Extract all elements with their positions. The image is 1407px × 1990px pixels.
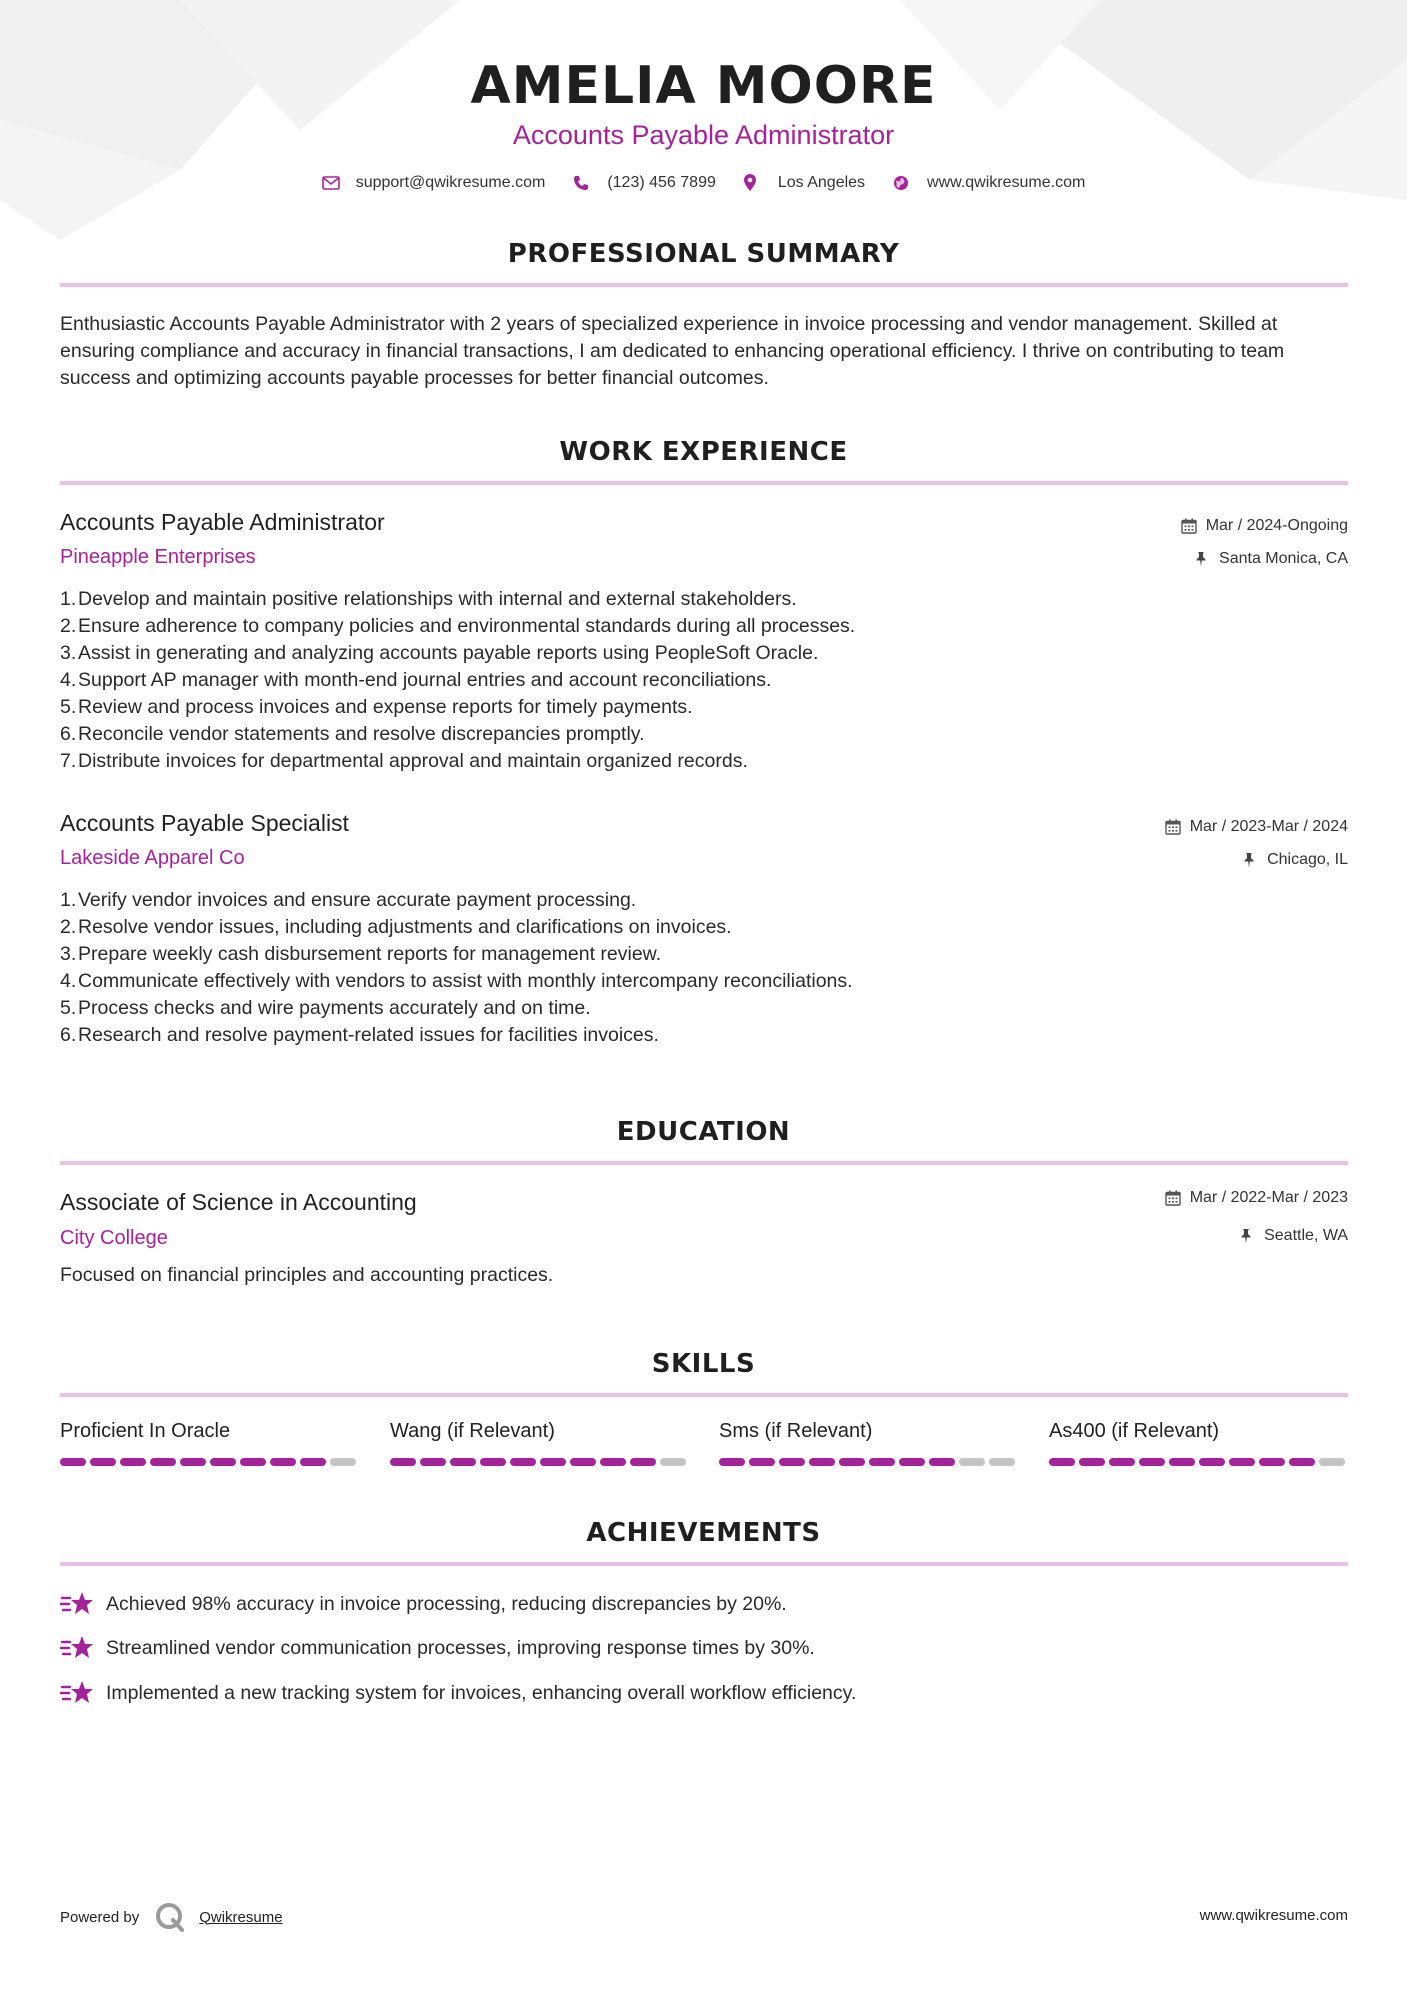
globe-icon — [893, 174, 911, 192]
skill-level-segment-filled — [600, 1458, 626, 1466]
skill-level-segment-filled — [240, 1458, 266, 1466]
skill-item — [390, 1420, 690, 1448]
list-item: 6. Research and resolve payment-related issues for facilities invoices. — [60, 1024, 659, 1046]
skill-name: Proficient In Oracle — [60, 1420, 231, 1442]
list-item: 2. Ensure adherence to company policies and environmental standards during all processes. — [60, 615, 856, 637]
experience-heading: WORK EXPERIENCE — [559, 437, 848, 467]
contact-location-text: Los Angeles — [777, 174, 866, 191]
list-item: 5. Process checks and wire payments accurately and on time. — [60, 997, 591, 1019]
skill-level-segment-filled — [1049, 1458, 1075, 1466]
candidate-name: AMELIA MOORE — [470, 56, 937, 116]
skill-level-segment-filled — [1199, 1458, 1225, 1466]
skill-level-segment-filled — [300, 1458, 326, 1466]
qwikresume-logo-icon — [153, 1900, 187, 1934]
pushpin-icon — [1194, 551, 1210, 567]
achievement-text: Streamlined vendor communication processes, improving response times by 30%. — [106, 1636, 815, 1659]
list-item: 3. Assist in generating and analyzing accounts payable reports using PeopleSoft Oracle. — [60, 642, 819, 664]
skills-heading: SKILLS — [651, 1349, 756, 1379]
list-item: 1. Verify vendor invoices and ensure accurate payment processing. — [60, 889, 637, 911]
job-company: Lakeside Apparel Co — [60, 847, 245, 869]
job-responsibilities — [60, 887, 1260, 1049]
skill-level-segment-filled — [929, 1458, 955, 1466]
skill-level-segment-filled — [510, 1458, 536, 1466]
contact-phone[interactable] — [573, 174, 716, 192]
pushpin-icon — [1242, 852, 1258, 868]
skill-level-segment-filled — [869, 1458, 895, 1466]
skill-level-segment-filled — [210, 1458, 236, 1466]
job-location — [1194, 550, 1348, 568]
skill-level-segment-filled — [1229, 1458, 1255, 1466]
skill-level-segment-empty — [660, 1458, 686, 1466]
education-location-text: Seattle, WA — [1264, 1227, 1348, 1244]
job-location — [1242, 851, 1348, 869]
list-item: 4. Communicate effectively with vendors to assist with monthly intercompany reconciliations. — [60, 970, 853, 992]
candidate-role: Accounts Payable Administrator — [512, 120, 895, 150]
skill-level-segment-filled — [749, 1458, 775, 1466]
skill-level-segment-filled — [899, 1458, 925, 1466]
achievement-item — [60, 1633, 815, 1663]
contact-email-text: support@qwikresume.com — [355, 174, 546, 191]
education-dates-text: Mar / 2022-Mar / 2023 — [1189, 1189, 1348, 1206]
achievement-text: Achieved 98% accuracy in invoice processing, reducing discrepancies by 20%. — [106, 1592, 787, 1615]
achievements-heading: ACHIEVEMENTS — [586, 1518, 821, 1548]
skill-level-bar — [719, 1458, 1019, 1466]
powered-by-label: Powered by — [60, 1908, 140, 1926]
job-dates — [1165, 818, 1348, 836]
skill-level-segment-filled — [390, 1458, 416, 1466]
achievement-text: Implemented a new tracking system for invoices, enhancing overall workflow efficiency. — [106, 1681, 857, 1704]
skill-item — [60, 1420, 360, 1448]
achievement-item — [60, 1589, 787, 1619]
qwikresume-link[interactable]: Qwikresume — [199, 1908, 283, 1926]
skill-name: Wang (if Relevant) — [390, 1420, 555, 1442]
education-heading: EDUCATION — [616, 1117, 791, 1147]
skill-level-segment-filled — [1139, 1458, 1165, 1466]
skill-level-segment-filled — [1079, 1458, 1105, 1466]
skill-level-segment-filled — [719, 1458, 745, 1466]
list-item: 3. Prepare weekly cash disbursement reports for management review. — [60, 943, 662, 965]
job-dates-text: Mar / 2024-Ongoing — [1205, 517, 1348, 534]
job-title: Accounts Payable Administrator — [60, 509, 385, 535]
shooting-star-icon — [60, 1589, 94, 1619]
skill-level-segment-filled — [1109, 1458, 1135, 1466]
skill-level-segment-filled — [630, 1458, 656, 1466]
list-item: 6. Reconcile vendor statements and resolve discrepancies promptly. — [60, 723, 645, 745]
skills-grid — [60, 1420, 1360, 1470]
skill-level-segment-filled — [450, 1458, 476, 1466]
list-item: 4. Support AP manager with month-end journal entries and account reconciliations. — [60, 669, 772, 691]
calendar-icon — [1181, 518, 1197, 534]
skill-level-segment-filled — [1169, 1458, 1195, 1466]
skill-level-segment-filled — [1259, 1458, 1285, 1466]
summary-text: Enthusiastic Accounts Payable Administrator with 2 years of specialized experience in invoice processing and vendor management. Skilled at ensuring compliance and accuracy in financial transactions, I am dedicated to enhancing operational efficiency. I thrive on contributing to team success and optimizing accounts payable processes for better financial outcomes. — [60, 313, 1285, 389]
skill-level-segment-filled — [570, 1458, 596, 1466]
skill-level-segment-filled — [150, 1458, 176, 1466]
skill-level-segment-filled — [270, 1458, 296, 1466]
phone-icon — [573, 174, 591, 192]
job-company: Pineapple Enterprises — [60, 546, 256, 568]
skill-name: As400 (if Relevant) — [1049, 1420, 1220, 1442]
skill-name: Sms (if Relevant) — [719, 1420, 873, 1442]
pushpin-icon — [1239, 1228, 1255, 1244]
envelope-icon — [322, 174, 340, 192]
skill-level-segment-empty — [1319, 1458, 1345, 1466]
footer-powered-by — [60, 1900, 283, 1934]
job-location-text: Chicago, IL — [1267, 851, 1348, 868]
job-title: Accounts Payable Specialist — [60, 810, 349, 836]
contact-website[interactable] — [893, 174, 1085, 192]
list-item: 1. Develop and maintain positive relationships with internal and external stakeholders. — [60, 588, 797, 610]
contact-location — [744, 174, 865, 192]
education-dates — [1165, 1189, 1348, 1207]
list-item: 5. Review and process invoices and expense reports for timely payments. — [60, 696, 693, 718]
footer-website[interactable]: www.qwikresume.com — [1199, 1907, 1348, 1924]
education-divider — [60, 1161, 1348, 1165]
shooting-star-icon — [60, 1678, 94, 1708]
job-dates-text: Mar / 2023-Mar / 2024 — [1189, 818, 1348, 835]
skill-level-segment-filled — [120, 1458, 146, 1466]
contact-bar — [0, 174, 1407, 192]
skill-item — [1049, 1420, 1349, 1448]
education-description: Focused on financial principles and accounting practices. — [60, 1264, 554, 1286]
list-item: 7. Distribute invoices for departmental approval and maintain organized records. — [60, 750, 748, 772]
job-dates — [1181, 517, 1348, 535]
skill-level-segment-filled — [90, 1458, 116, 1466]
summary-heading: PROFESSIONAL SUMMARY — [507, 239, 900, 269]
skill-level-segment-empty — [959, 1458, 985, 1466]
skill-level-segment-filled — [779, 1458, 805, 1466]
skills-divider — [60, 1393, 1348, 1397]
summary-divider — [60, 283, 1348, 287]
skill-level-segment-filled — [1289, 1458, 1315, 1466]
skill-level-segment-filled — [540, 1458, 566, 1466]
contact-email[interactable] — [322, 174, 546, 192]
contact-phone-text: (123) 456 7899 — [607, 174, 716, 191]
achievement-item — [60, 1678, 856, 1708]
skill-level-segment-filled — [420, 1458, 446, 1466]
education-location — [1239, 1227, 1348, 1245]
skill-level-segment-filled — [839, 1458, 865, 1466]
skill-level-segment-empty — [330, 1458, 356, 1466]
skill-level-segment-filled — [180, 1458, 206, 1466]
skill-level-segment-empty — [989, 1458, 1015, 1466]
skill-level-bar — [390, 1458, 690, 1466]
job-responsibilities — [60, 586, 1260, 775]
job-location-text: Santa Monica, CA — [1219, 550, 1348, 567]
education-school: City College — [60, 1227, 168, 1249]
achievements-divider — [60, 1562, 1348, 1566]
contact-website-text: www.qwikresume.com — [927, 174, 1086, 191]
experience-divider — [60, 481, 1348, 485]
skill-item — [719, 1420, 1019, 1448]
calendar-icon — [1165, 819, 1181, 835]
skill-level-bar — [1049, 1458, 1349, 1466]
shooting-star-icon — [60, 1633, 94, 1663]
list-item: 2. Resolve vendor issues, including adjustments and clarifications on invoices. — [60, 916, 732, 938]
calendar-icon — [1165, 1190, 1181, 1206]
map-pin-icon — [744, 174, 762, 192]
education-degree: Associate of Science in Accounting — [60, 1189, 417, 1215]
skill-level-bar — [60, 1458, 360, 1466]
skill-level-segment-filled — [60, 1458, 86, 1466]
skill-level-segment-filled — [809, 1458, 835, 1466]
skill-level-segment-filled — [480, 1458, 506, 1466]
